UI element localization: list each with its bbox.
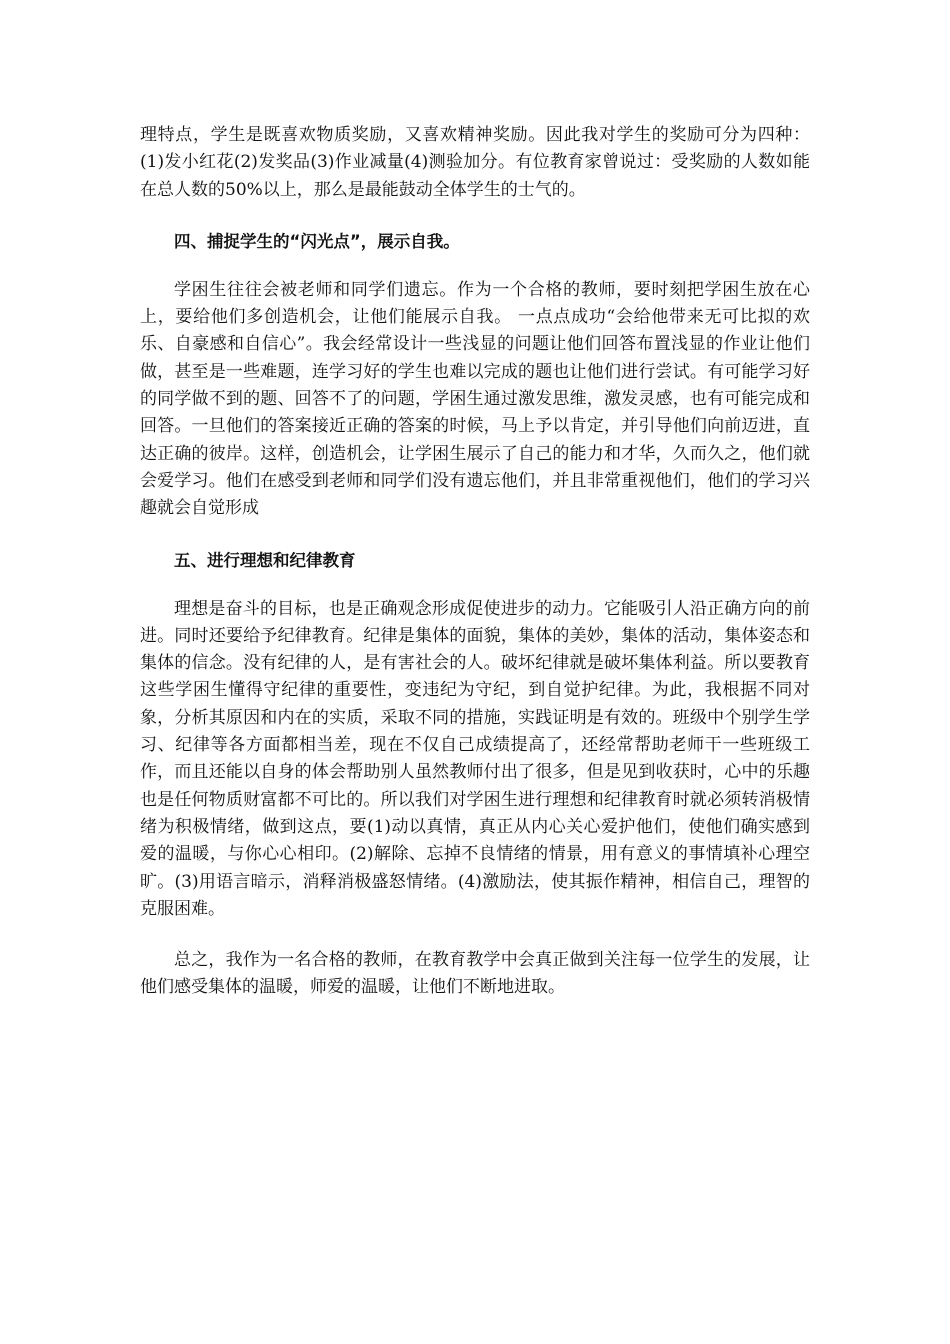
paragraph-ideals-discipline: 理想是奋斗的目标，也是正确观念形成促使进步的动力。它能吸引人沿正确方向的前进。同时还要给予纪律教育。纪律是集体的面貌，集体的美妙，集体的活动，集体姿态和集体的信念。没有纪律的人，是有害社会的人。破坏纪律就是破坏集体利益。所以要教育这些学困生懂得守纪律的重要性，变违纪为守纪，到自觉护纪律。为此，我根据不同对象，分析其原因和内在的实质，采取不同的措施，实践证明是有效的。班级中个别学生学习、纪律等各方面都相当差，现在不仅自己成绩提高了，还经常帮助老师干一些班级工作，而且还能以自身的体会帮助别人虽然教师付出了很多，但是见到收获时，心中的乐趣也是任何物质财富都不可比的。所以我们对学困生进行理想和纪律教育时就必须转消极情绪为积极情绪，做到这点，要(1)动以真情，真正从内心关心爱护他们，使他们确实感到爱的温暖，与你心心相印。(2)解除、忘掉不良情绪的情景，用有意义的事情填补心理空旷。(3)用语言暗示，消释消极盛怒情绪。(4)激励法，使其振作精神，相信自己，理智的克服困难。 [140, 598, 810, 919]
section-heading-four: 四、捕捉学生的“闪光点”，展示自我。 [174, 231, 460, 251]
section-heading-five: 五、进行理想和纪律教育 [174, 550, 356, 570]
document-body [140, 122, 810, 1002]
paragraph-rewards: 理特点，学生是既喜欢物质奖励，又喜欢精神奖励。因此我对学生的奖励可分为四种：(1)发小红花(2)发奖品(3)作业减量(4)测验加分。有位教育家曾说过：受奖励的人数如能在总人数的50%以上，那么是最能鼓动全体学生的士气的。 [140, 125, 810, 200]
paragraph-conclusion: 总之，我作为一名合格的教师，在教育教学中会真正做到关注每一位学生的发展，让他们感受集体的温暖，师爱的温暖，让他们不断地进取。 [140, 950, 810, 998]
paragraph-highlight-points: 学困生往往会被老师和同学们遗忘。作为一个合格的教师，要时刻把学困生放在心上，要给他们多创造机会，让他们能展示自我。 一点点成功“会给他带来无可比拟的欢乐、自豪感和自信心”。我会经常设计一些浅显的问题让他们回答布置浅显的作业让他们做，甚至是一些难题，连学习好的学生也难以完成的题也让他们进行尝试。有可能学习好的同学做不到的题、回答不了的问题，学困生通过激发思维，激发灵感，也有可能完成和回答。一旦他们的答案接近正确的答案的时候，马上予以肯定，并引导他们向前迈进，直达正确的彼岸。这样，创造机会，让学困生展示了自己的能力和才华，久而久之，他们就会爱学习。他们在感受到老师和同学们没有遗忘他们，并且非常重视他们，他们的学习兴趣就会自觉形成 [140, 279, 810, 519]
